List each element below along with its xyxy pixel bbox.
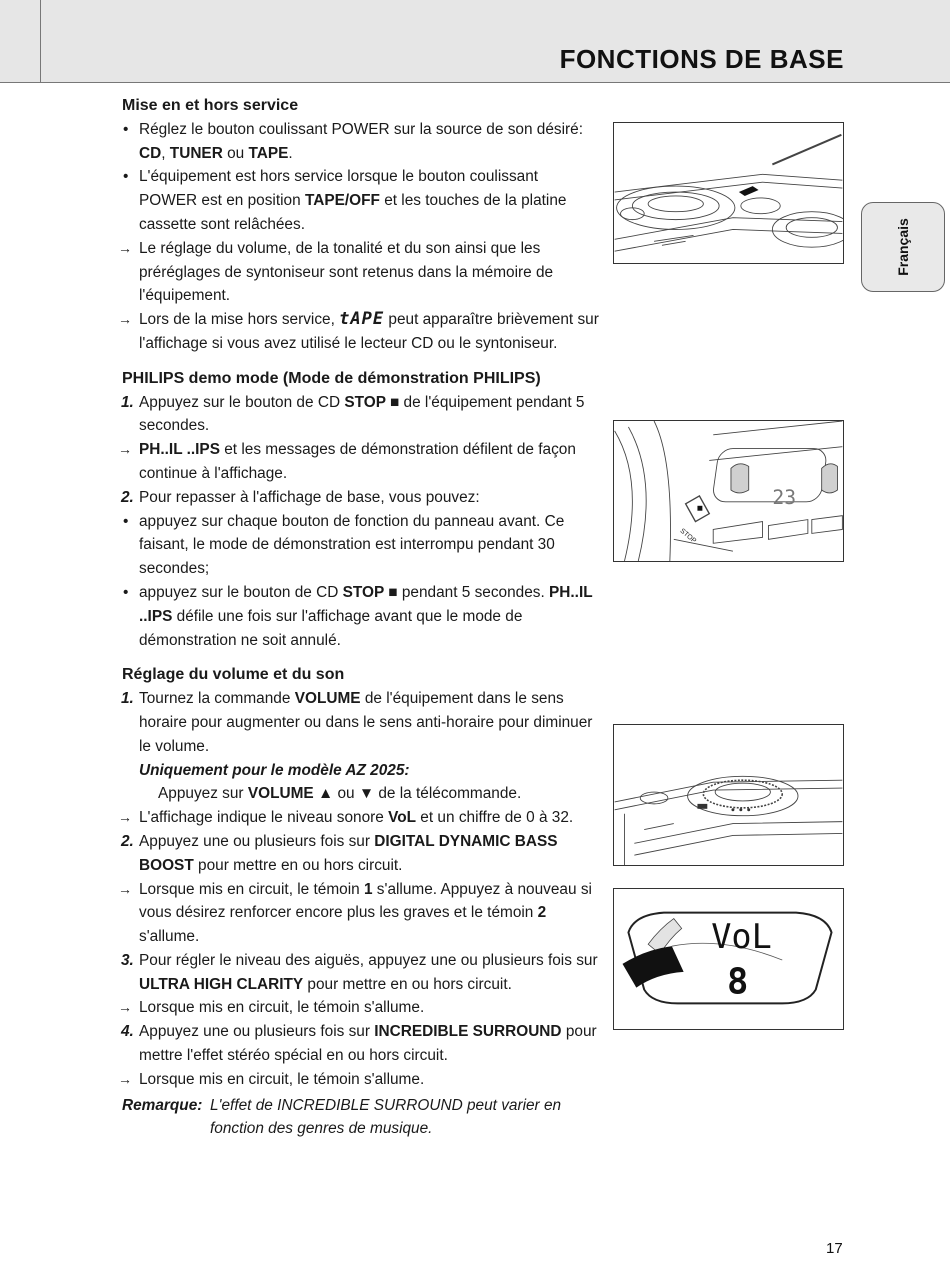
lcd-vol-text: VoL	[711, 917, 772, 957]
text-run: ,	[161, 144, 170, 162]
keyword: ULTRA HIGH CLARITY	[139, 975, 304, 993]
keyword: VoL	[388, 809, 417, 827]
text-run: L'équipement est hors service lorsque le bouton coulissant POWER est en position	[139, 168, 539, 210]
text-run: de l'équipement dans le sens horaire pour augmenter ou dans le sens anti-horaire pour diminuer le volume.	[139, 690, 593, 755]
section-demo-mode	[118, 367, 600, 653]
list-item	[118, 438, 600, 486]
list-item	[122, 486, 600, 510]
lcd-display-illustration	[614, 889, 843, 1029]
list-item	[122, 581, 600, 652]
text-run: défile une fois sur l'affichage avant que le mode de démonstration ne soit annulé.	[139, 607, 523, 649]
figure-power-switch	[613, 122, 844, 264]
figure-stop-button	[613, 420, 844, 562]
keyword: STOP ■	[344, 393, 400, 411]
bullet-marker: •	[123, 583, 129, 601]
text-run: Appuyez une ou plusieurs fois sur	[139, 1023, 375, 1041]
text-run: Pour régler le niveau des aiguës, appuyez une ou plusieurs fois sur	[139, 951, 598, 969]
device-illustration	[614, 123, 843, 263]
bullet-marker: •	[123, 512, 129, 530]
keyword: TAPE/OFF	[304, 192, 380, 210]
list-item	[122, 510, 600, 581]
keyword: PH..IL ..IPS	[139, 441, 220, 459]
arrow-icon: →	[118, 999, 132, 1016]
section-title-power: Mise en et hors service	[122, 97, 299, 114]
text-run: et un chiffre de 0 à 32.	[416, 809, 574, 827]
text-run: de l'équipement pendant 5 secondes.	[139, 393, 585, 435]
text-run: Lors de la mise hors service,	[139, 311, 340, 329]
text-run: et les messages de démonstration défilent de façon continue à l'affichage.	[139, 441, 576, 482]
text-run: Pour repasser à l'affichage de base, vous pouvez:	[139, 488, 480, 506]
main-content	[118, 94, 600, 1152]
list-item	[122, 391, 600, 439]
text-run: L'affichage indique le niveau sonore	[139, 809, 389, 827]
text-run: Appuyez sur	[158, 785, 248, 803]
list-item	[122, 949, 600, 997]
list-item	[122, 687, 600, 758]
keyword: STOP ■	[342, 583, 398, 601]
text-run: appuyez sur chaque bouton de fonction du panneau avant. Ce faisant, le mode de démonstration est interrompu pendant 30 secondes;	[139, 512, 565, 578]
arrow-icon: →	[118, 441, 132, 458]
keyword: DIGITAL DYNAMIC BASS BOOST	[139, 832, 558, 874]
list-item	[122, 118, 600, 166]
keyword: INCREDIBLE SURROUND	[374, 1023, 562, 1041]
arrow-icon: →	[118, 809, 132, 826]
list-item	[122, 165, 600, 236]
text-run: Lorsque mis en circuit, le témoin	[139, 880, 364, 898]
model-note-title: Uniquement pour le modèle AZ 2025:	[139, 761, 410, 779]
step-number: 4.	[121, 1023, 134, 1041]
figure-volume-knob	[613, 724, 844, 866]
stop-label: STOP	[678, 527, 698, 545]
keyword: ▼	[358, 785, 375, 803]
arrow-icon: →	[118, 1070, 132, 1087]
text-run: appuyez sur le bouton de CD	[139, 583, 343, 601]
list-item	[118, 1068, 600, 1092]
text-run: Tournez la commande	[139, 690, 295, 708]
arrow-icon: →	[118, 239, 132, 256]
list-item	[118, 878, 600, 949]
list-item	[122, 1020, 600, 1068]
text-run: s'allume. Appuyez à nouveau si vous désirez renforcer encore plus les graves et le témoin	[139, 880, 592, 922]
language-tab[interactable]	[861, 202, 945, 292]
text-run: pour mettre en ou hors circuit.	[303, 975, 512, 993]
text-run: pendant 5 secondes.	[397, 583, 550, 601]
lcd-text: tAPE	[339, 309, 385, 330]
model-note-text	[122, 782, 600, 806]
list-item	[122, 830, 600, 878]
section-power	[118, 94, 600, 356]
keyword: TUNER	[169, 144, 223, 162]
keyword: 2	[537, 904, 547, 922]
header-divider	[40, 0, 41, 82]
step-number: 2.	[121, 832, 134, 850]
text-run: pour mettre en ou hors circuit.	[193, 856, 403, 874]
section-title-demo: PHILIPS demo mode (Mode de démonstration PHILIPS)	[122, 369, 541, 387]
arrow-icon: →	[118, 311, 132, 328]
step-number: 1.	[121, 690, 134, 708]
keyword: CD	[139, 144, 162, 162]
arrow-icon: →	[118, 880, 132, 897]
bullet-marker: •	[123, 168, 129, 186]
list-item	[118, 308, 600, 356]
keyword: TAPE	[248, 144, 289, 162]
section-title-volume: Réglage du volume et du son	[122, 666, 345, 684]
text-run: et les touches de la platine cassette sont relâchées.	[139, 192, 567, 233]
text-run: ou	[333, 785, 359, 803]
text-run: peut apparaître brièvement sur l'affichage si vous avez utilisé le lecteur CD ou le syntoniseur.	[139, 311, 599, 352]
remark	[122, 1094, 600, 1142]
text-run: pour mettre l'effet stéréo spécial en ou hors circuit.	[139, 1023, 597, 1065]
text-run: Appuyez sur le bouton de CD	[139, 393, 345, 411]
page-number: 17	[826, 1240, 843, 1257]
text-run: Le réglage du volume, de la tonalité et du son ainsi que les préréglages de syntoniseur sont retenus dans la mémoire de l'équipement.	[139, 239, 554, 305]
text-run: Appuyez une ou plusieurs fois sur	[139, 832, 375, 850]
keyword: PH..IL ..IPS	[139, 583, 593, 625]
text-run: s'allume.	[139, 928, 200, 946]
device-illustration	[614, 725, 843, 865]
text-run: ou	[222, 144, 249, 162]
text-run: Lorsque mis en circuit, le témoin s'allume.	[139, 999, 425, 1017]
figure-volume-display	[613, 888, 844, 1030]
remark-label: Remarque:	[122, 1096, 203, 1114]
step-number: 1.	[121, 393, 134, 411]
text-run: Lorsque mis en circuit, le témoin s'allume.	[139, 1070, 425, 1088]
list-item	[118, 996, 600, 1020]
step-number: 3.	[121, 951, 134, 969]
step-number: 2.	[121, 488, 134, 506]
keyword: 1	[363, 880, 373, 898]
page-title: FONCTIONS DE BASE	[559, 44, 844, 74]
list-item	[118, 806, 600, 830]
lcd-level-digit: 8	[727, 961, 749, 1003]
text-run: Réglez le bouton coulissant POWER sur la source de son désiré:	[139, 120, 583, 138]
text-run: .	[288, 144, 293, 162]
section-volume-sound	[118, 663, 600, 1141]
bullet-marker: •	[123, 120, 129, 138]
device-illustration	[614, 421, 843, 561]
language-tab-label: Français	[895, 218, 911, 276]
remark-text: L'effet de INCREDIBLE SURROUND peut varier en fonction des genres de musique.	[210, 1096, 562, 1138]
keyword: VOLUME ▲	[247, 785, 334, 803]
list-item	[118, 237, 600, 308]
keyword: VOLUME	[294, 690, 361, 708]
display-digits: 23	[772, 485, 797, 509]
text-run: de la télécommande.	[374, 785, 522, 803]
